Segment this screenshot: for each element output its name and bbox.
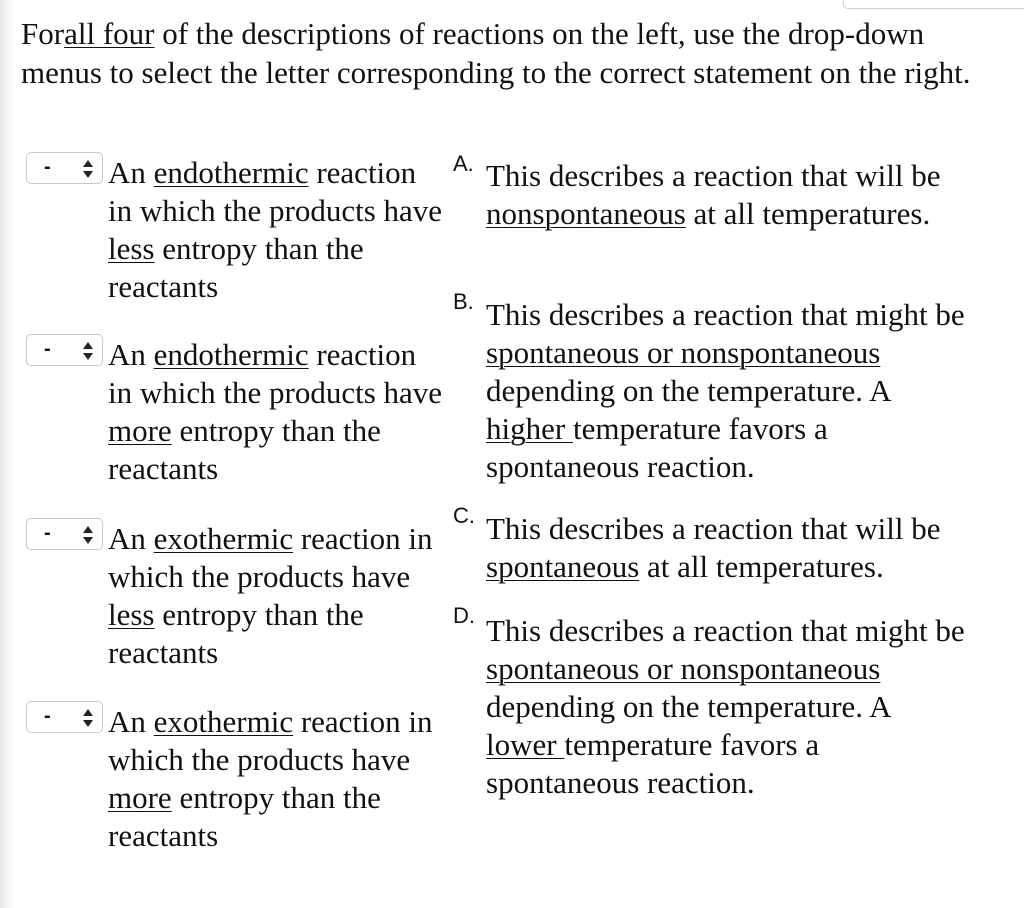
statement-d: This describes a reaction that might be spontaneous or nonspontaneous depending on the temperature. A lower temperature favors a spontaneous reaction. bbox=[486, 613, 965, 800]
up-down-arrows-icon bbox=[82, 340, 94, 362]
select-value: - bbox=[44, 705, 51, 727]
statement-letter-b: B. bbox=[453, 289, 474, 314]
answer-select-4[interactable] bbox=[26, 701, 103, 733]
statement-letter-d: D. bbox=[453, 603, 475, 628]
up-down-arrows-icon bbox=[82, 524, 94, 546]
statement-letter-a: A. bbox=[453, 151, 474, 176]
select-value: - bbox=[44, 338, 51, 360]
statement-b: This describes a reaction that might be spontaneous or nonspontaneous depending on the temperature. A higher temperature favors a spontaneous reaction. bbox=[486, 297, 965, 484]
reaction-description-2: An endothermic reaction in which the products have more entropy than the reactants bbox=[108, 337, 443, 486]
top-right-panel-edge bbox=[843, 0, 1024, 9]
statement-a: This describes a reaction that will be nonspontaneous at all temperatures. bbox=[486, 158, 941, 231]
instructions-text: Forall four of the descriptions of reactions on the left, use the drop-down menus to select the letter corresponding to the correct statement on the right. bbox=[21, 16, 971, 90]
select-value: - bbox=[44, 522, 51, 544]
answer-select-3[interactable] bbox=[26, 518, 103, 550]
statement-letter-c: C. bbox=[453, 503, 475, 528]
up-down-arrows-icon bbox=[82, 707, 94, 729]
statement-c: This describes a reaction that will be spontaneous at all temperatures. bbox=[486, 511, 941, 584]
reaction-description-1: An endothermic reaction in which the products have less entropy than the reactants bbox=[108, 155, 443, 304]
left-edge-shadow bbox=[0, 0, 14, 908]
answer-select-2[interactable] bbox=[26, 334, 103, 366]
up-down-arrows-icon bbox=[82, 158, 94, 180]
answer-select-1[interactable] bbox=[26, 152, 103, 184]
reaction-description-4: An exothermic reaction in which the products have more entropy than the reactants bbox=[108, 704, 433, 853]
select-value: - bbox=[44, 156, 51, 178]
reaction-description-3: An exothermic reaction in which the products have less entropy than the reactants bbox=[108, 521, 433, 670]
emphasis-all-four: all four bbox=[64, 16, 155, 51]
